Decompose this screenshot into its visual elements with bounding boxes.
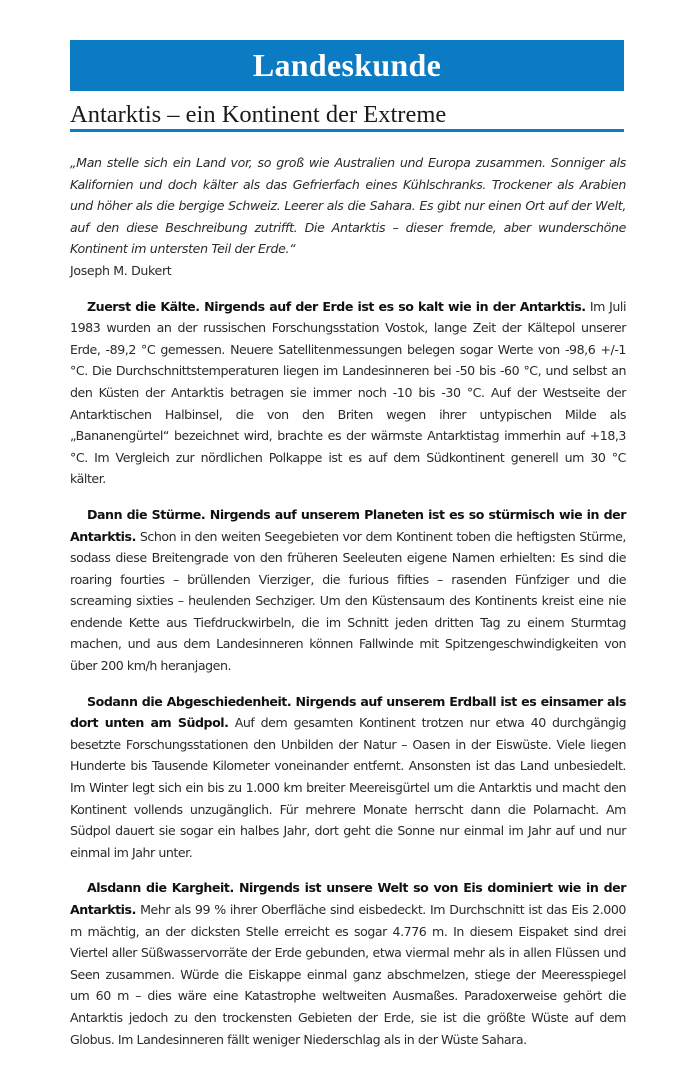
section-banner [70,40,624,91]
paragraph-body: Schon in den weiten Seegebieten vor dem Kontinent toben die heftigsten Stürme, sodass diese Breitengrade von den früheren Seeleuten eigene Namen erhielten: Es sind die roaring fourties – brüllenden Vierziger, die furious fifties – rasenden Fünfziger und die screaming sixties – heulenden Sechziger. Um den Küstensaum des Kontinents kreist eine nie endende Kette aus Tiefdruckwirbeln, die im Schnitt jeden dritten Tag zu einem Sturmtag machen, und aus dem Landesinneren können Fallwinde mit Spitzengeschwindigkeiten von über 200 km/h heranjagen. [70,528,626,674]
paragraph-lead: Sodann die Abgeschiedenheit. Nirgends auf unserem Erdball ist es einsamer als dort unten am Südpol. [70,693,626,731]
paragraph-body: Mehr als 99 % ihrer Oberfläche sind eisbedeckt. Im Durchschnitt ist das Eis 2.000 m mächtig, an der dicksten Stelle erreicht es sogar 4.776 m. In diesem Eispaket sind drei Viertel aller Süßwasservorräte der Erde gebunden, etwa viermal mehr als in allen Flüssen und Seen zusammen. Würde die Eiskappe einmal ganz abschmelzen, stiege der Meeresspiegel um 60 m – dies wäre eine Katastrophe weltweiten Ausmaßes. Paradoxerweise gehört die Antarktis jedoch zu den trockensten Gebieten der Erde, sie ist die größte Wüste auf dem Globus. Im Landesinneren fällt weniger Niederschlag als in der Wüste Sahara. [70,902,626,1047]
article-title: Antarktis – ein Kontinent der Extreme [70,101,447,128]
paragraph-lead: Zuerst die Kälte. Nirgends auf der Erde ist es so kalt wie in der Antarktis. [87,298,586,314]
paragraph-storms [70,504,626,677]
title-underline [70,129,624,132]
section-title: Landeskunde [252,47,442,83]
paragraph-isolation [70,691,626,864]
paragraph-barrenness [70,877,626,1050]
paragraph-body: Im Juli 1983 wurden an der russischen Forschungsstation Vostok, lange Zeit der Kältepol unserer Erde, -89,2 °C gemessen. Neuere Satellitenmessungen belegen sogar Werte von -98,6 +/-1 °C. Die Durchschnittstemperaturen liegen im Landesinneren bei -50 bis -60 °C, und selbst an den Küsten der Antarktis betragen sie immer noch -10 bis -30 °C. Auf der Westseite der Antarktischen Halbinsel, die von den Briten wegen ihrer untypischen Milde als „Bananengürtel“ bezeichnet wird, brachte es der wärmste Antarktistag immerhin auf +18,3 °C. Im Vergleich zur nördlichen Polkappe ist es auf dem Südkontinent generell um 30 °C kälter. [70,298,626,487]
paragraph-cold [70,296,626,490]
paragraph-body: Auf dem gesamten Kontinent trotzen nur etwa 40 durchgängig besetzte Forschungsstationen den Unbilden der Natur – Oasen in der Eiswüste. Viele liegen Hunderte bis Tausende Kilometer voneinander entfernt. Ansonsten ist das Land unbesiedelt. Im Winter legt sich ein bis zu 1.000 km breiter Meereisgürtel um die Antarktis und macht den Kontinent vollends unzugänglich. Für mehrere Monate herrscht dann die Polarnacht. Am Südpol dauert sie sogar ein halbes Jahr, dort geht die Sonne nur einmal im Jahr auf und nur einmal im Jahr unter. [70,715,626,860]
paragraph-lead: Dann die Stürme. Nirgends auf unserem Planeten ist es so stürmisch wie in der Antarktis. [70,506,626,544]
paragraph-lead: Alsdann die Kargheit. Nirgends ist unsere Welt so von Eis dominiert wie in der Antarktis. [70,880,626,917]
quote-author: Joseph M. Dukert [70,262,172,278]
intro-quote: „Man stelle sich ein Land vor, so groß wie Australien und Europa zusammen. Sonniger als Kalifornien und doch kälter als das Gefrierfach eines Kühlschranks. Trockener als Arabien und höher als die bergige Schweiz. Leerer als die Sahara. Es gibt nur einen Ort auf der Welt, auf den diese Beschreibung zutrifft. Die Antarktis – dieser fremde, aber wunderschöne Kontinent im untersten Teil der Erde.“ [70,155,626,257]
